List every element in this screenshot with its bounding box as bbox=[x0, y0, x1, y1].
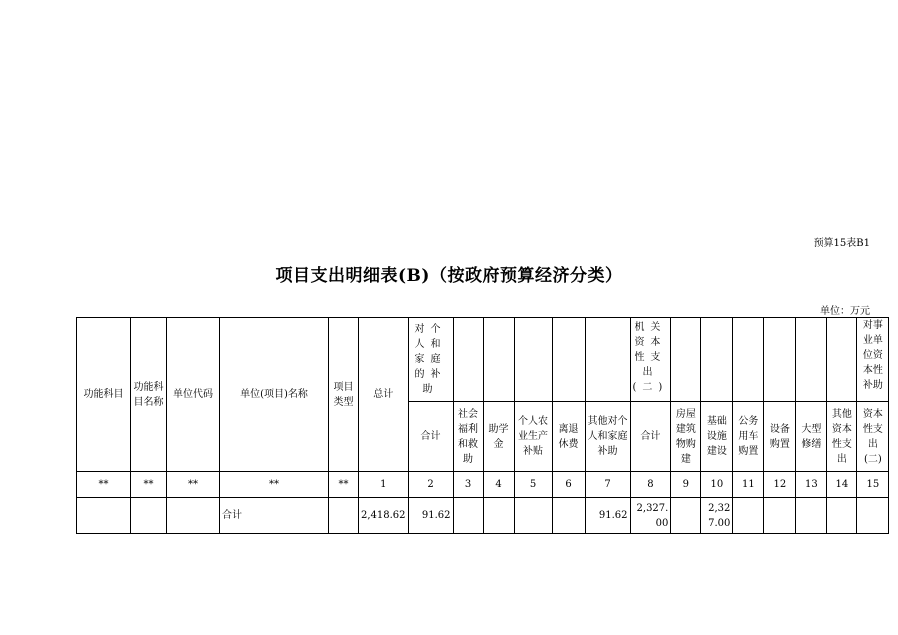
index-row bbox=[77, 472, 889, 498]
index-cell: 11 bbox=[733, 472, 764, 498]
index-cell: 10 bbox=[701, 472, 733, 498]
header-unit-code: 单位代码 bbox=[167, 318, 220, 472]
total-cell: 91.62 bbox=[408, 498, 453, 534]
header-sub-col: 合计 bbox=[630, 402, 671, 472]
header-func-name: 功能科目名称 bbox=[131, 318, 167, 472]
total-cell bbox=[514, 498, 552, 534]
total-cell bbox=[483, 498, 514, 534]
index-cell: 13 bbox=[796, 472, 827, 498]
header-row-1 bbox=[77, 318, 889, 402]
header-sub-col: 助学金 bbox=[483, 402, 514, 472]
index-cell: 15 bbox=[857, 472, 889, 498]
total-cell bbox=[77, 498, 131, 534]
header-group-institution: 对事业单位资本性补助 bbox=[857, 318, 889, 402]
total-cell bbox=[671, 498, 701, 534]
header-sub-col: 离退休费 bbox=[552, 402, 585, 472]
header-group-personal-aid: 对个人和家庭的补助 bbox=[408, 318, 453, 402]
header-sub-col: 社会福利和救助 bbox=[453, 402, 483, 472]
index-cell: ** bbox=[167, 472, 220, 498]
total-cell: 2,327.00 bbox=[701, 498, 733, 534]
total-cell: 2,418.62 bbox=[359, 498, 409, 534]
header-sub-col: 公务用车购置 bbox=[733, 402, 764, 472]
header-sub-col: 资本性支出(二) bbox=[857, 402, 889, 472]
header-group-capital: 机关资本性支出(二) bbox=[630, 318, 671, 402]
expenditure-table bbox=[76, 317, 889, 534]
header-sub-col: 房屋建筑物购建 bbox=[671, 402, 701, 472]
total-cell bbox=[827, 498, 857, 534]
header-sub-col: 设备购置 bbox=[764, 402, 796, 472]
index-cell: 6 bbox=[552, 472, 585, 498]
header-sub-col: 个人农业生产补贴 bbox=[514, 402, 552, 472]
index-cell: ** bbox=[131, 472, 167, 498]
index-cell: 12 bbox=[764, 472, 796, 498]
index-cell: 5 bbox=[514, 472, 552, 498]
index-cell: 7 bbox=[585, 472, 630, 498]
total-cell bbox=[796, 498, 827, 534]
total-cell bbox=[733, 498, 764, 534]
total-cell bbox=[764, 498, 796, 534]
header-total: 总计 bbox=[359, 318, 409, 472]
header-func-code: 功能科目 bbox=[77, 318, 131, 472]
index-cell: 8 bbox=[630, 472, 671, 498]
index-cell: 3 bbox=[453, 472, 483, 498]
total-cell: 2,327.00 bbox=[630, 498, 671, 534]
total-label: 合计 bbox=[220, 498, 329, 534]
header-sub-col: 合计 bbox=[408, 402, 453, 472]
total-row bbox=[77, 498, 889, 534]
unit-label: 单位：万元 bbox=[820, 306, 870, 317]
header-unit-name: 单位(项目)名称 bbox=[220, 318, 329, 472]
form-number: 预算15表B1 bbox=[813, 238, 870, 249]
total-cell bbox=[329, 498, 359, 534]
index-cell: 2 bbox=[408, 472, 453, 498]
index-cell: 4 bbox=[483, 472, 514, 498]
total-cell bbox=[453, 498, 483, 534]
header-sub-col: 其他资本性支出 bbox=[827, 402, 857, 472]
index-cell: ** bbox=[329, 472, 359, 498]
index-cell: ** bbox=[220, 472, 329, 498]
total-cell bbox=[857, 498, 889, 534]
index-cell: 14 bbox=[827, 472, 857, 498]
header-sub-col: 基础设施建设 bbox=[701, 402, 733, 472]
total-cell bbox=[131, 498, 167, 534]
index-cell: ** bbox=[77, 472, 131, 498]
total-cell bbox=[167, 498, 220, 534]
header-sub-col: 其他对个人和家庭补助 bbox=[585, 402, 630, 472]
header-sub-col: 大型修缮 bbox=[796, 402, 827, 472]
total-cell: 91.62 bbox=[585, 498, 630, 534]
header-project-type: 项目类型 bbox=[329, 318, 359, 472]
page-title: 项目支出明细表(B)（按政府预算经济分类） bbox=[275, 266, 623, 286]
total-cell bbox=[552, 498, 585, 534]
index-cell: 1 bbox=[359, 472, 409, 498]
index-cell: 9 bbox=[671, 472, 701, 498]
